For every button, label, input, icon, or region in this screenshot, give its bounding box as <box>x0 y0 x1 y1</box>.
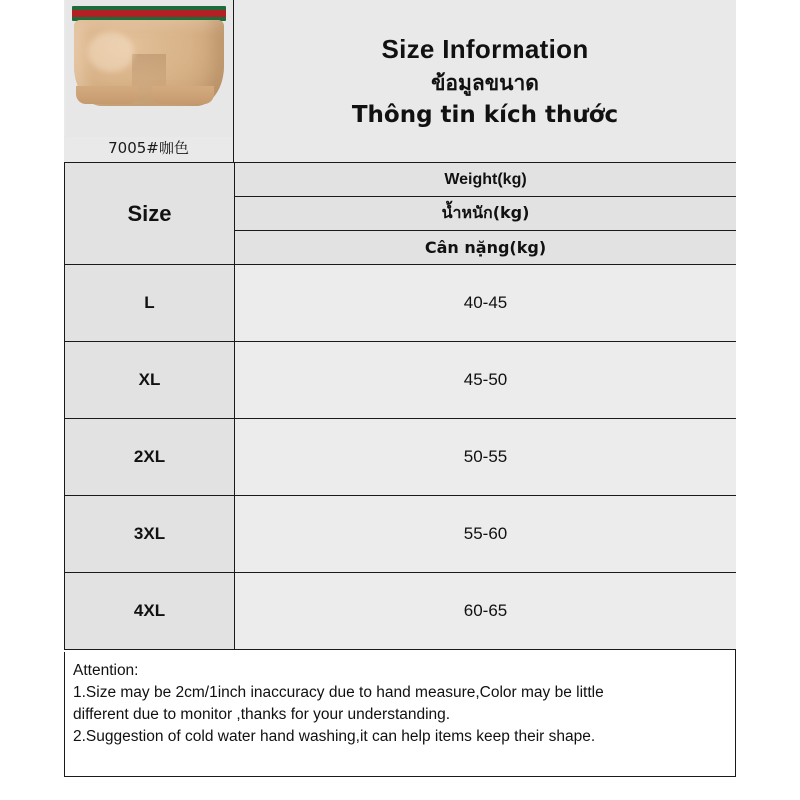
size-table <box>64 163 736 650</box>
weight-value: 40-45 <box>235 265 736 342</box>
attention-line-3: 2.Suggestion of cold water hand washing,it can help items keep their shape. <box>73 728 596 745</box>
table-header-row <box>65 163 736 265</box>
weight-header-english: Weight(kg) <box>235 163 736 197</box>
size-column-header: Size <box>65 163 235 265</box>
size-value: 2XL <box>65 419 235 496</box>
brief-leg-right <box>152 86 214 104</box>
title-vietnamese: Thông tin kích thước <box>351 102 619 128</box>
weight-value: 45-50 <box>235 342 736 419</box>
waistband-stripe-icon <box>72 6 226 21</box>
size-value: L <box>65 265 235 342</box>
attention-line-2: different due to monitor ,thanks for your understanding. <box>73 706 451 723</box>
attention-note <box>64 652 736 777</box>
title-thai: ข้อมูลขนาด <box>431 71 539 95</box>
product-header-strip <box>64 0 736 163</box>
table-row <box>65 265 736 342</box>
weight-column-header <box>235 163 736 265</box>
weight-header-thai: น้ำหนัก(kg) <box>235 197 736 231</box>
title-english: Size Information <box>381 34 589 64</box>
product-caption: 7005#咖色 <box>108 139 189 157</box>
brief-leg-left <box>76 86 138 104</box>
product-image-cell <box>64 0 234 163</box>
weight-value: 50-55 <box>235 419 736 496</box>
table-row <box>65 419 736 496</box>
table-row <box>65 496 736 573</box>
weight-header-vietnamese: Cân nặng(kg) <box>235 231 736 264</box>
weight-value: 55-60 <box>235 496 736 573</box>
size-value: 4XL <box>65 573 235 650</box>
title-block <box>234 0 736 163</box>
attention-heading: Attention: <box>73 662 139 679</box>
size-value: XL <box>65 342 235 419</box>
table-row <box>65 342 736 419</box>
weight-value: 60-65 <box>235 573 736 650</box>
table-row <box>65 573 736 650</box>
attention-line-1: 1.Size may be 2cm/1inch inaccuracy due to hand measure,Color may be little <box>73 684 604 701</box>
product-photo <box>66 0 232 137</box>
size-value: 3XL <box>65 496 235 573</box>
